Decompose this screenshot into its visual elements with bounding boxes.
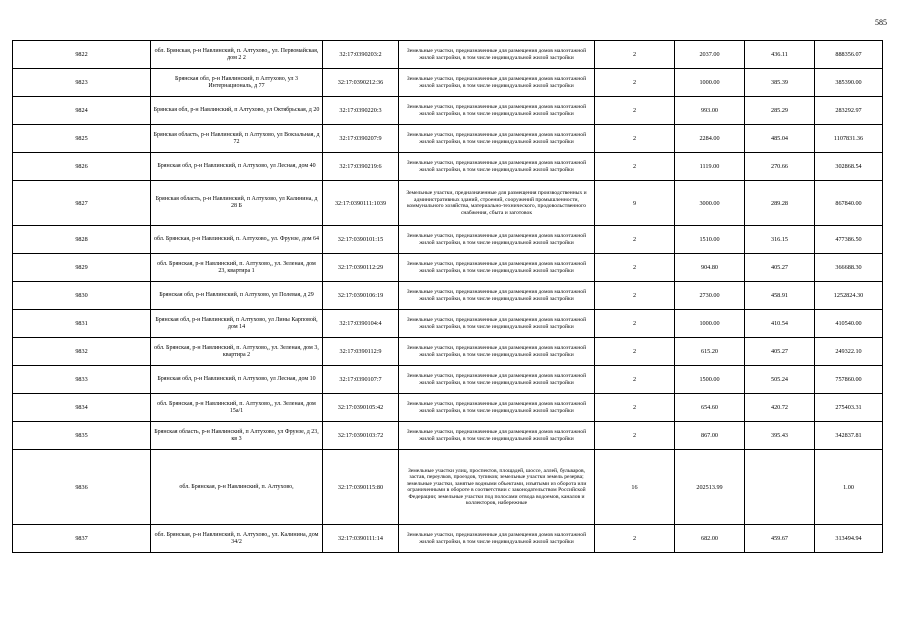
area-cell: 1500.00 — [675, 366, 745, 394]
cadastral-number-cell: 32:17:0390105:42 — [323, 394, 399, 422]
area-cell: 1119.00 — [675, 153, 745, 181]
cadastral-number-cell: 32:17:0390220:3 — [323, 97, 399, 125]
cadastral-value-cell: 342837.81 — [815, 422, 883, 450]
plot-number-cell: 9829 — [13, 254, 151, 282]
area-cell: 993.00 — [675, 97, 745, 125]
address-cell: обл. Брянская, р-н Навлинский, п. Алтухово,, ул. Зеленая, дом 15а/1 — [151, 394, 323, 422]
specific-value-cell: 385.39 — [745, 69, 815, 97]
address-cell: обл. Брянская, р-н Навлинский, п. Алтухово,, ул. Зеленая, дом 3, квартира 2 — [151, 338, 323, 366]
cadastral-value-cell: 249322.10 — [815, 338, 883, 366]
permitted-use-cell: Земельные участки, предназначенные для размещения производственных и административных зданий, строений, сооружений промышленности, коммунального хозяйства, материально-технического, продовольственного снабжения, сбыта и заготовок — [399, 181, 595, 226]
table-row — [13, 282, 883, 310]
cadastral-number-cell: 32:17:0390112:9 — [323, 338, 399, 366]
plot-number-cell: 9825 — [13, 125, 151, 153]
category-code-cell: 2 — [595, 125, 675, 153]
specific-value-cell: 459.67 — [745, 525, 815, 553]
address-cell: Брянская область, р-н Навлинский, п Алтухово, ул Вокзальная, д 72 — [151, 125, 323, 153]
table-row — [13, 450, 883, 525]
plot-number-cell: 9826 — [13, 153, 151, 181]
permitted-use-cell: Земельные участки, предназначенные для размещения домов малоэтажной жилой застройки, в том числе индивидуальной жилой застройки — [399, 41, 595, 69]
address-cell: Брянская обл, р-н Навлинский, п Алтухово, ул Октябрьская, д 20 — [151, 97, 323, 125]
area-cell: 2037.00 — [675, 41, 745, 69]
cadastral-number-cell: 32:17:0390111:14 — [323, 525, 399, 553]
table-row — [13, 181, 883, 226]
cadastral-value-cell: 275403.31 — [815, 394, 883, 422]
area-cell: 3000.00 — [675, 181, 745, 226]
permitted-use-cell: Земельные участки, предназначенные для размещения домов малоэтажной жилой застройки, в том числе индивидуальной жилой застройки — [399, 125, 595, 153]
area-cell: 202513.99 — [675, 450, 745, 525]
address-cell: обл. Брянская, р-н Навлинский, п. Алтухово,, ул. Фрунзе, дом 64 — [151, 226, 323, 254]
cadastral-number-cell: 32:17:0390212:36 — [323, 69, 399, 97]
category-code-cell: 2 — [595, 226, 675, 254]
specific-value-cell: 420.72 — [745, 394, 815, 422]
cadastral-number-cell: 32:17:0390103:72 — [323, 422, 399, 450]
cadastral-number-cell: 32:17:0390207:9 — [323, 125, 399, 153]
cadastral-number-cell: 32:17:0390111:1039 — [323, 181, 399, 226]
table-row — [13, 41, 883, 69]
area-cell: 1510.00 — [675, 226, 745, 254]
cadastral-value-cell: 1252824.30 — [815, 282, 883, 310]
cadastral-number-cell: 32:17:0390107:7 — [323, 366, 399, 394]
cadastral-value-cell: 867840.00 — [815, 181, 883, 226]
address-cell: Брянская обл, р-н Навлинский, п Алтухово, ул Лесная, дом 10 — [151, 366, 323, 394]
permitted-use-cell: Земельные участки, предназначенные для размещения домов малоэтажной жилой застройки, в том числе индивидуальной жилой застройки — [399, 153, 595, 181]
specific-value-cell: 458.91 — [745, 282, 815, 310]
table-row — [13, 422, 883, 450]
cadastral-number-cell: 32:17:0390106:19 — [323, 282, 399, 310]
category-code-cell: 2 — [595, 422, 675, 450]
address-cell: Брянская область, р-н Навлинский, п Алтухово, ул Калинина, д 28 Б — [151, 181, 323, 226]
specific-value-cell: 270.66 — [745, 153, 815, 181]
area-cell: 2730.00 — [675, 282, 745, 310]
table-row — [13, 525, 883, 553]
permitted-use-cell: Земельные участки, предназначенные для размещения домов малоэтажной жилой застройки, в том числе индивидуальной жилой застройки — [399, 366, 595, 394]
table-row — [13, 338, 883, 366]
plot-number-cell: 9836 — [13, 450, 151, 525]
cadastral-value-cell: 1107831.36 — [815, 125, 883, 153]
plot-number-cell: 9824 — [13, 97, 151, 125]
address-cell: Брянская обл, р-н Навлинский, п Алтухово, ул 3 Интернациональ, д 77 — [151, 69, 323, 97]
plot-number-cell: 9828 — [13, 226, 151, 254]
permitted-use-cell: Земельные участки, предназначенные для размещения домов малоэтажной жилой застройки, в том числе индивидуальной жилой застройки — [399, 525, 595, 553]
table-row — [13, 125, 883, 153]
category-code-cell: 2 — [595, 41, 675, 69]
area-cell: 1000.00 — [675, 310, 745, 338]
category-code-cell: 2 — [595, 97, 675, 125]
plot-number-cell: 9831 — [13, 310, 151, 338]
table-row — [13, 366, 883, 394]
land-register-table — [12, 40, 883, 553]
table-row — [13, 97, 883, 125]
specific-value-cell: 405.27 — [745, 254, 815, 282]
cadastral-value-cell: 1.00 — [815, 450, 883, 525]
plot-number-cell: 9827 — [13, 181, 151, 226]
address-cell: обл. Брянская, р-н Навлинский, п. Алтухово,, ул. Первомайская, дом 2 2 — [151, 41, 323, 69]
address-cell: обл. Брянская, р-н Навлинский, п. Алтухово,, ул. Зеленая, дом 23, квартира 1 — [151, 254, 323, 282]
address-cell: Брянская область, р-н Навлинский, п Алтухово, ул Фрунзе, д 23, кв 3 — [151, 422, 323, 450]
area-cell: 867.00 — [675, 422, 745, 450]
register-body — [13, 41, 883, 553]
specific-value-cell: 405.27 — [745, 338, 815, 366]
area-cell: 2284.00 — [675, 125, 745, 153]
address-cell: Брянская обл, р-н Навлинский, п Алтухово, ул Лины Карповой, дом 14 — [151, 310, 323, 338]
cadastral-value-cell: 888356.07 — [815, 41, 883, 69]
cadastral-value-cell: 385390.00 — [815, 69, 883, 97]
address-cell: обл. Брянская, р-н Навлинский, п. Алтухово, — [151, 450, 323, 525]
plot-number-cell: 9834 — [13, 394, 151, 422]
permitted-use-cell: Земельные участки, предназначенные для размещения домов малоэтажной жилой застройки, в том числе индивидуальной жилой застройки — [399, 422, 595, 450]
specific-value-cell: 289.28 — [745, 181, 815, 226]
category-code-cell: 2 — [595, 310, 675, 338]
page-number: 585 — [875, 18, 887, 27]
cadastral-number-cell: 32:17:0390115:80 — [323, 450, 399, 525]
area-cell: 615.20 — [675, 338, 745, 366]
area-cell: 682.00 — [675, 525, 745, 553]
category-code-cell: 2 — [595, 282, 675, 310]
area-cell: 1000.00 — [675, 69, 745, 97]
permitted-use-cell: Земельные участки, предназначенные для размещения домов малоэтажной жилой застройки, в том числе индивидуальной жилой застройки — [399, 226, 595, 254]
plot-number-cell: 9822 — [13, 41, 151, 69]
specific-value-cell: 436.11 — [745, 41, 815, 69]
permitted-use-cell: Земельные участки, предназначенные для размещения домов малоэтажной жилой застройки, в том числе индивидуальной жилой застройки — [399, 338, 595, 366]
category-code-cell: 9 — [595, 181, 675, 226]
address-cell: обл. Брянская, р-н Навлинский, п. Алтухово,, ул. Калинина, дом 34/2 — [151, 525, 323, 553]
plot-number-cell: 9837 — [13, 525, 151, 553]
category-code-cell: 2 — [595, 394, 675, 422]
cadastral-value-cell: 313494.94 — [815, 525, 883, 553]
cadastral-value-cell: 477386.50 — [815, 226, 883, 254]
category-code-cell: 2 — [595, 366, 675, 394]
category-code-cell: 2 — [595, 525, 675, 553]
cadastral-number-cell: 32:17:0390101:15 — [323, 226, 399, 254]
permitted-use-cell: Земельные участки улиц, проспектов, площадей, шоссе, аллей, бульваров, застав, переулков, проездов, тупиков; земельные участки земель резерва; земельные участки, занятые водными объектами, изъятыми из оборота или ограниченными в обороте в соответствии с законодательством Российской Федерации; земельные участки под полосами отвода водоемов, каналов и коллекторов, набережные — [399, 450, 595, 525]
table-row — [13, 310, 883, 338]
area-cell: 654.60 — [675, 394, 745, 422]
permitted-use-cell: Земельные участки, предназначенные для размещения домов малоэтажной жилой застройки, в том числе индивидуальной жилой застройки — [399, 69, 595, 97]
category-code-cell: 2 — [595, 69, 675, 97]
specific-value-cell: 285.29 — [745, 97, 815, 125]
cadastral-number-cell: 32:17:0390203:2 — [323, 41, 399, 69]
permitted-use-cell: Земельные участки, предназначенные для размещения домов малоэтажной жилой застройки, в том числе индивидуальной жилой застройки — [399, 97, 595, 125]
specific-value-cell: 395.43 — [745, 422, 815, 450]
specific-value-cell: 316.15 — [745, 226, 815, 254]
plot-number-cell: 9833 — [13, 366, 151, 394]
permitted-use-cell: Земельные участки, предназначенные для размещения домов малоэтажной жилой застройки, в том числе индивидуальной жилой застройки — [399, 310, 595, 338]
permitted-use-cell: Земельные участки, предназначенные для размещения домов малоэтажной жилой застройки, в том числе индивидуальной жилой застройки — [399, 394, 595, 422]
category-code-cell: 2 — [595, 153, 675, 181]
table-row — [13, 254, 883, 282]
cadastral-value-cell: 410540.00 — [815, 310, 883, 338]
cadastral-number-cell: 32:17:0390112:29 — [323, 254, 399, 282]
table-row — [13, 394, 883, 422]
address-cell: Брянская обл, р-н Навлинский, п Алтухово, ул Полевая, д 29 — [151, 282, 323, 310]
table-row — [13, 226, 883, 254]
table-row — [13, 69, 883, 97]
area-cell: 904.80 — [675, 254, 745, 282]
permitted-use-cell: Земельные участки, предназначенные для размещения домов малоэтажной жилой застройки, в том числе индивидуальной жилой застройки — [399, 254, 595, 282]
cadastral-number-cell: 32:17:0390104:4 — [323, 310, 399, 338]
cadastral-value-cell: 366688.30 — [815, 254, 883, 282]
category-code-cell: 16 — [595, 450, 675, 525]
plot-number-cell: 9835 — [13, 422, 151, 450]
category-code-cell: 2 — [595, 254, 675, 282]
cadastral-number-cell: 32:17:0390219:6 — [323, 153, 399, 181]
specific-value-cell — [745, 450, 815, 525]
cadastral-value-cell: 757860.00 — [815, 366, 883, 394]
permitted-use-cell: Земельные участки, предназначенные для размещения домов малоэтажной жилой застройки, в том числе индивидуальной жилой застройки — [399, 282, 595, 310]
specific-value-cell: 410.54 — [745, 310, 815, 338]
specific-value-cell: 485.04 — [745, 125, 815, 153]
cadastral-value-cell: 302868.54 — [815, 153, 883, 181]
plot-number-cell: 9832 — [13, 338, 151, 366]
cadastral-value-cell: 283292.97 — [815, 97, 883, 125]
plot-number-cell: 9830 — [13, 282, 151, 310]
plot-number-cell: 9823 — [13, 69, 151, 97]
category-code-cell: 2 — [595, 338, 675, 366]
table-row — [13, 153, 883, 181]
specific-value-cell: 505.24 — [745, 366, 815, 394]
address-cell: Брянская обл, р-н Навлинский, п Алтухово, ул Лесная, дом 40 — [151, 153, 323, 181]
